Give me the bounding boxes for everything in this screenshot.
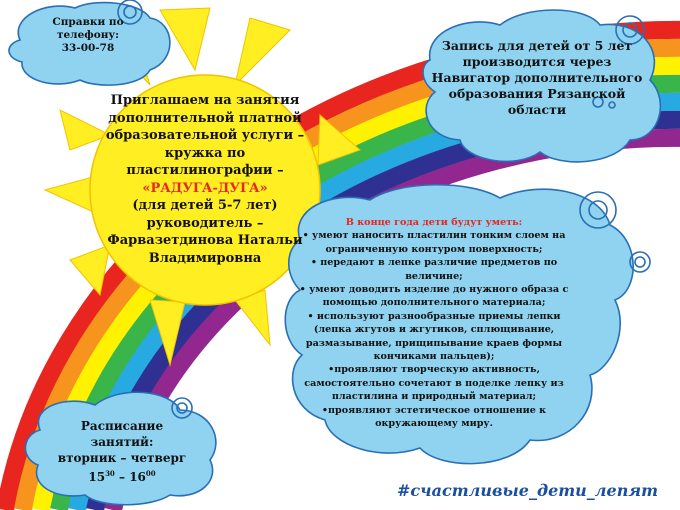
phone-info (28, 16, 148, 55)
signup-info: Запись для детей от 5 лет производится через Навигатор дополнительного образования Рязанской области (431, 38, 643, 117)
skills-heading: В конце года дети будут уметь: (345, 217, 523, 228)
invitation-text (100, 92, 310, 267)
phone-title: Справки по телефону: (52, 16, 124, 41)
skill-item: • используют разнообразные приемы лепки (лепка жгутов и жгутиков, сплющивание, размазывание, прищипывание краев формы кончиками пальцев); (305, 310, 563, 363)
schedule-title: Расписание занятий: (80, 419, 164, 449)
skill-item: • передают в лепке различие предметов по величине; (310, 257, 558, 282)
hashtag: #счастливые_дети_лепят (397, 481, 658, 500)
teacher-name: Фарвазетдинова Натальи Владимировна (107, 233, 303, 266)
skills-list (296, 216, 572, 431)
skill-item: •проявляют эстетическое отношение к окружающему миру. (321, 404, 547, 430)
skill-item: • умеют наносить пластилин тонким слоем на ограниченную контуром поверхность; (302, 230, 566, 255)
teacher-label: руководитель – (146, 215, 264, 231)
schedule-info (52, 418, 192, 485)
phone-number: 33-00-78 (61, 42, 115, 54)
circle-name: «РАДУГА-ДУГА» (142, 180, 268, 196)
invite-line: Приглашаем на занятия дополнительной платной образовательной услуги – кружка по пластилинографии – (105, 93, 305, 178)
skill-item: • умеют доводить изделие до нужного образа с помощью дополнительного материала; (299, 284, 569, 309)
schedule-time: $15^{30} - 16^{00}$ (88, 469, 156, 484)
skill-item: •проявляют творческую активность, самостоятельно сочетают в поделке лепку из пластилина и природный материал; (304, 364, 564, 403)
age-range: (для детей 5-7 лет) (132, 198, 278, 213)
schedule-days: вторник – четверг (57, 451, 187, 465)
